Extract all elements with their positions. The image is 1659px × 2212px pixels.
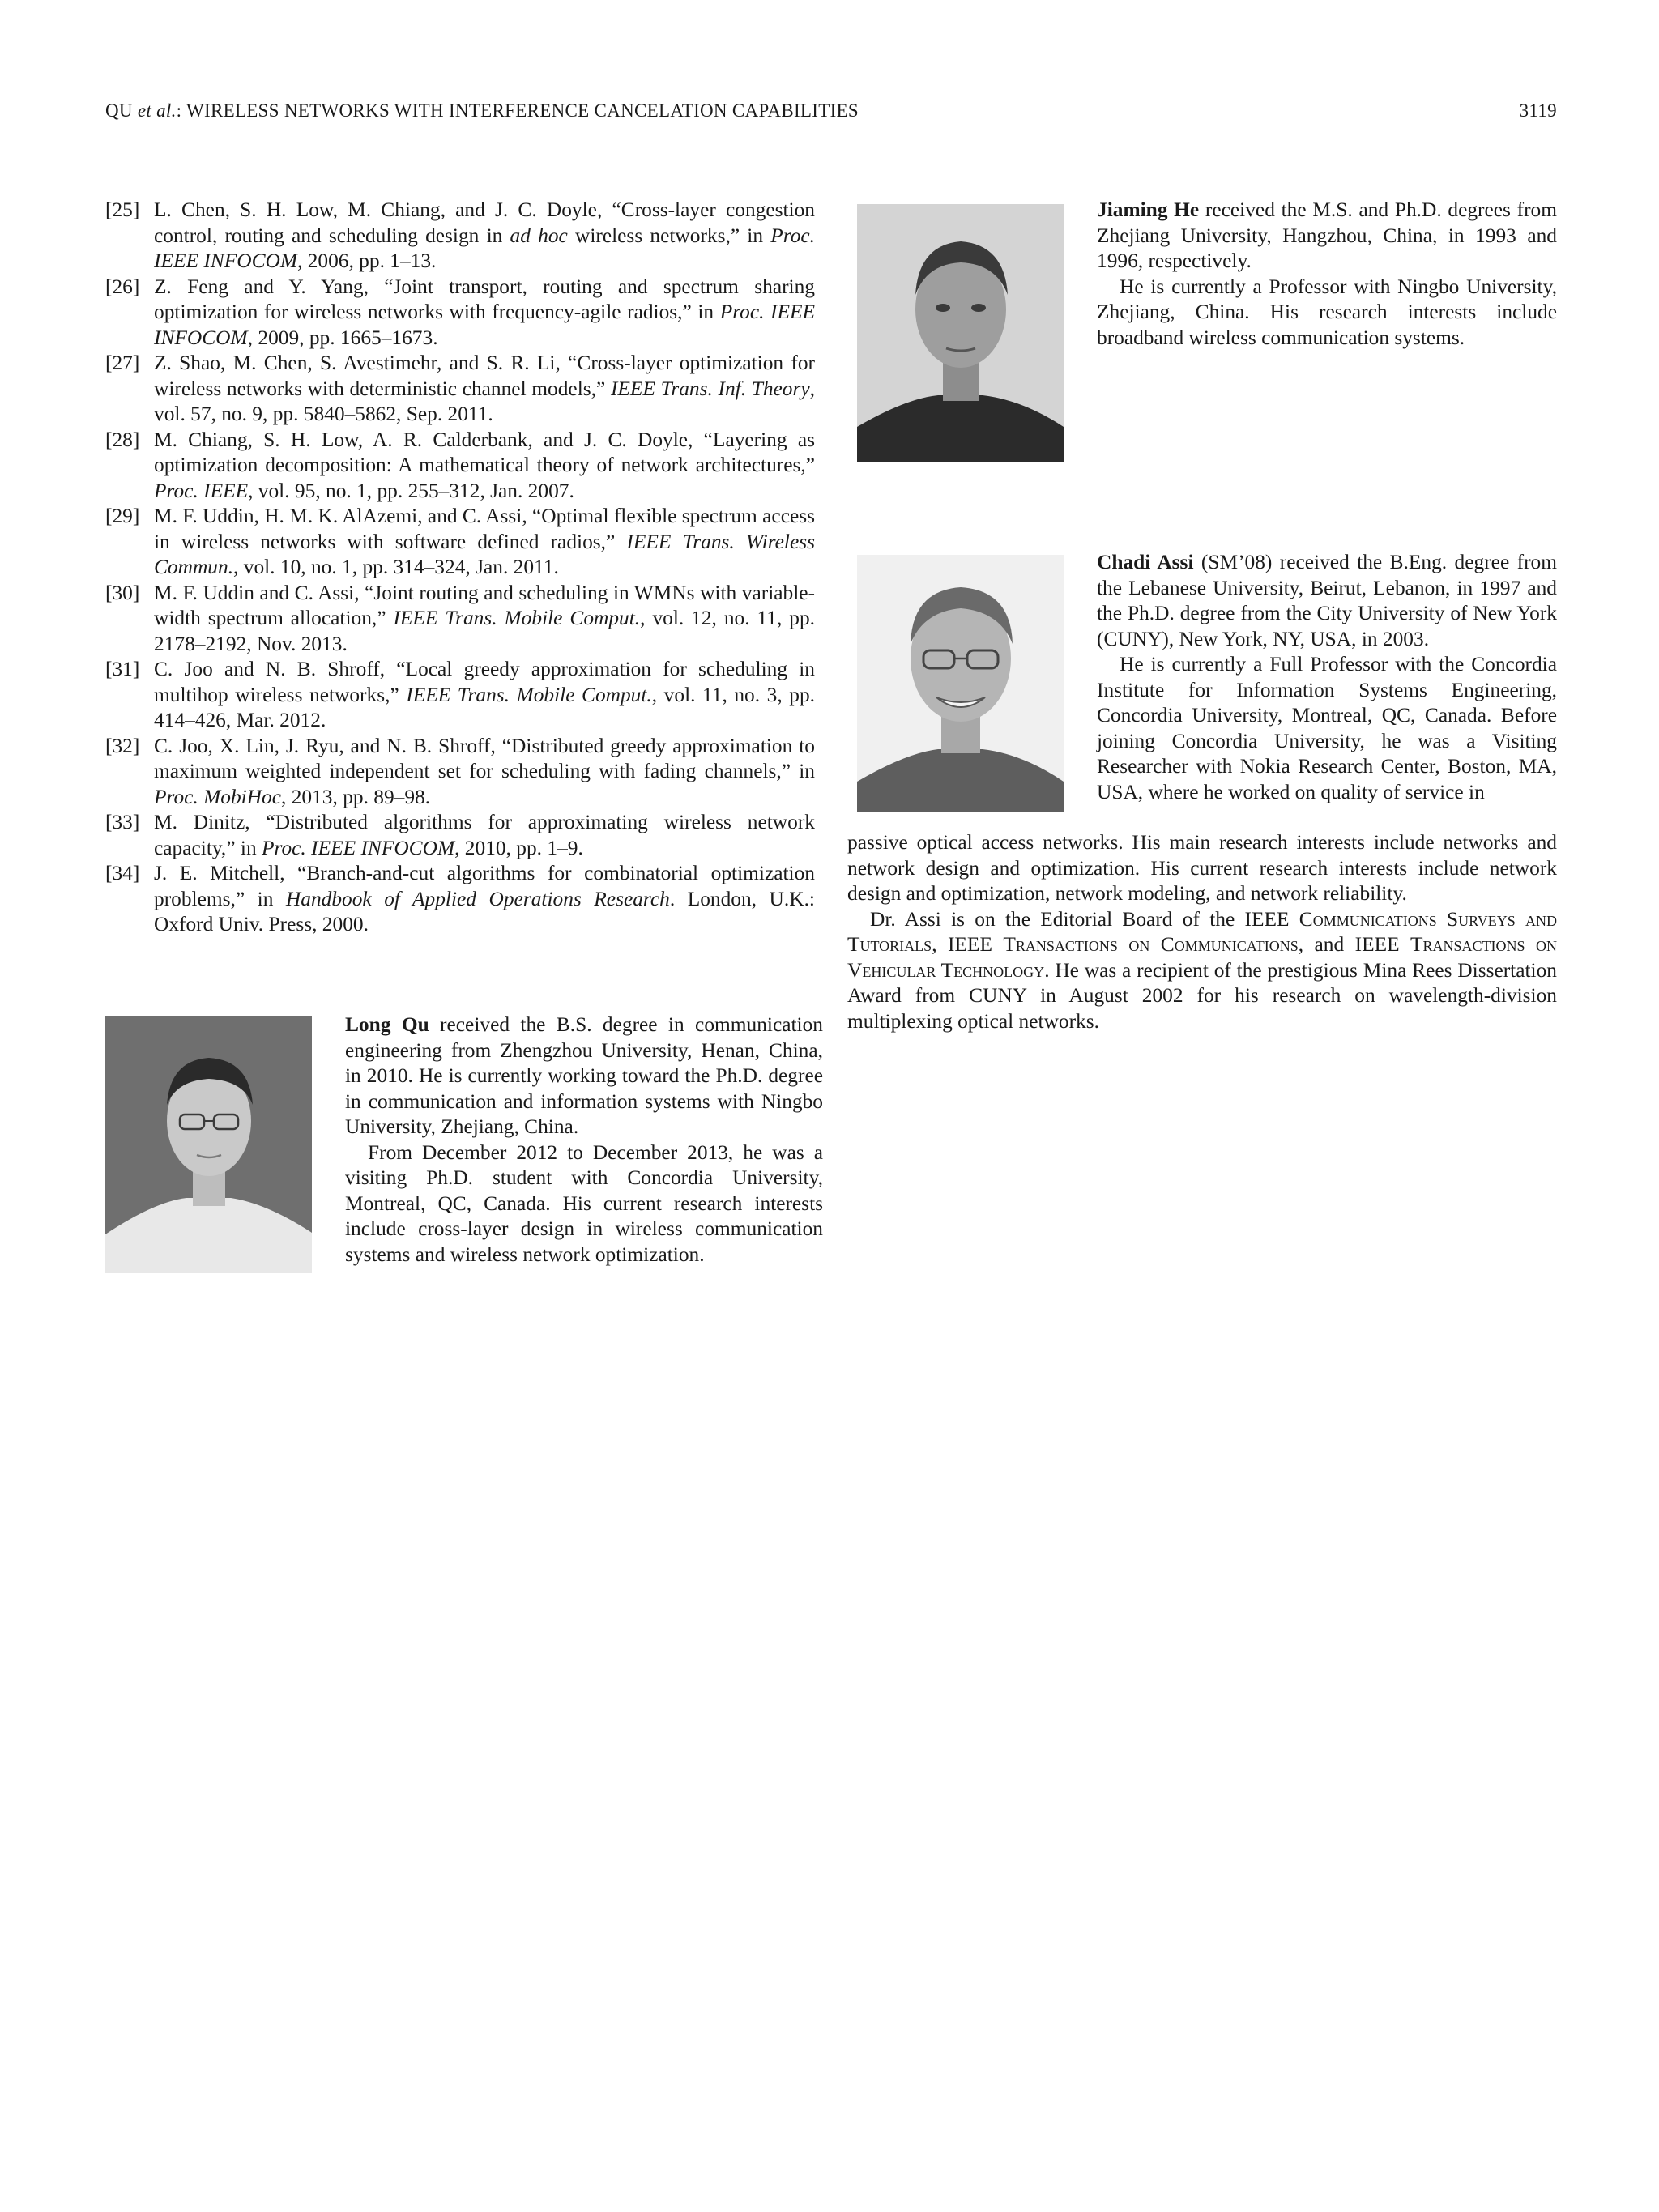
jiaming-he-bio: Jiaming He received the M.S. and Ph.D. degrees from Zhejiang University, Hangzhou, China, in 1993 and 1996, respectively. He is currently a Professor with Ningbo University, Zhejiang, China. His research interests include broadband wireless communication systems. [1097, 198, 1557, 349]
chadi-assi-bio: Chadi Assi (SM’08) received the B.Eng. degree from the Lebanese University, Beirut, Lebanon, in 1997 and the Ph.D. degree from the City University of New York (CUNY), New York, NY, USA, in 2003. He is currently a Full Professor with the Concordia Institute for Information Systems Engineering, Concordia University, Montreal, QC, Canada. Before joining Concordia University, he was a Visiting Researcher with Nokia Research Center, Boston, MA, USA, where he worked on quality of service in [1097, 551, 1557, 803]
reference-number: [28] [105, 428, 140, 451]
reference-number: [27] [105, 352, 140, 374]
reference-item: [31] C. Joo and N. B. Shroff, “Local greedy approximation for scheduling in multihop wireless networks,” IEEE Trans. Mobile Comput., vol. 11, no. 3, pp. 414–426, Mar. 2012. [105, 658, 815, 731]
reference-item: [34] J. E. Mitchell, “Branch-and-cut algorithms for combinatorial optimization problems,” in Handbook of Applied Operations Research. London, U.K.: Oxford Univ. Press, 2000. [105, 862, 815, 936]
reference-number: [29] [105, 505, 140, 527]
reference-item: [27] Z. Shao, M. Chen, S. Avestimehr, and S. R. Li, “Cross-layer optimization for wireless networks with deterministic channel models,” IEEE Trans. Inf. Theory, vol. 57, no. 9, pp. 5840–5862, Sep. 2011. [105, 352, 816, 425]
running-header [105, 100, 1557, 130]
bio-name: Jiaming He [1097, 198, 1200, 221]
chadi-assi-bio-continued: passive optical access networks. His main research interests include networks and network design and optimization. His current research interests include network design and optimization, network modeling, and network reliability. Dr. Assi is on the Editorial Board of the IEEE Communications Surveys and Tutorials, IEEE Transactions on Communications, and IEEE Transactions on Vehicular Technology. He was a recipient of the prestigious Mina Rees Dissertation Award from CUNY in August 2002 for his research on wavelength-division multiplexing optical networks. [847, 831, 1558, 1033]
chadi-assi-photo [857, 555, 1064, 812]
reference-number: [34] [105, 862, 140, 884]
reference-number: [25] [105, 198, 140, 221]
reference-item: [29] M. F. Uddin, H. M. K. AlAzemi, and C. Assi, “Optimal flexible spectrum access in wireless networks with software defined radios,” IEEE Trans. Wireless Commun., vol. 10, no. 1, pp. 314–324, Jan. 2011. [105, 505, 815, 578]
header-title: QU et al.: WIRELESS NETWORKS WITH INTERFERENCE CANCELATION CAPABILITIES [105, 100, 859, 121]
reference-item: [28] M. Chiang, S. H. Low, A. R. Calderbank, and J. C. Doyle, “Layering as optimization decomposition: A mathematical theory of network architectures,” Proc. IEEE, vol. 95, no. 1, pp. 255–312, Jan. 2007. [105, 428, 815, 502]
jiaming-he-photo [857, 204, 1064, 462]
bio-name: Long Qu [345, 1013, 429, 1036]
bio-name: Chadi Assi [1097, 551, 1194, 573]
long-qu-bio: Long Qu received the B.S. degree in communication engineering from Zhengzhou University, Henan, China, in 2010. He is currently working toward the Ph.D. degree in communication and information systems with Ningbo University, Zhejiang, China. From December 2012 to December 2013, he was a visiting Ph.D. student with Concordia University, Montreal, QC, Canada. His current research interests include cross-layer design in wireless communication systems and wireless network optimization. [345, 1013, 823, 1266]
reference-item: [32] C. Joo, X. Lin, J. Ryu, and N. B. Shroff, “Distributed greedy approximation to maximum weighted independent set for scheduling with fading channels,” in Proc. MobiHoc, 2013, pp. 89–98. [105, 734, 815, 808]
reference-list [105, 198, 815, 938]
reference-number: [30] [105, 581, 140, 604]
reference-number: [26] [105, 275, 140, 298]
page-number: 3119 [1519, 100, 1557, 121]
reference-number: [31] [105, 658, 140, 680]
reference-item: [26] Z. Feng and Y. Yang, “Joint transport, routing and spectrum sharing optimization for wireless networks with frequency-agile radios,” in Proc. IEEE INFOCOM, 2009, pp. 1665–1673. [105, 275, 816, 349]
long-qu-photo [105, 1016, 312, 1273]
reference-number: [32] [105, 734, 140, 757]
reference-item: [30] M. F. Uddin and C. Assi, “Joint routing and scheduling in WMNs with variable-width spectrum allocation,” IEEE Trans. Mobile Comput., vol. 12, no. 11, pp. 2178–2192, Nov. 2013. [105, 581, 815, 655]
reference-number: [33] [105, 811, 140, 833]
reference-item: [25] L. Chen, S. H. Low, M. Chiang, and J. C. Doyle, “Cross-layer congestion control, routing and scheduling design in ad hoc wireless networks,” in Proc. IEEE INFOCOM, 2006, pp. 1–13. [105, 198, 816, 272]
reference-item: [33] M. Dinitz, “Distributed algorithms for approximating wireless network capacity,” in Proc. IEEE INFOCOM, 2010, pp. 1–9. [105, 811, 815, 859]
